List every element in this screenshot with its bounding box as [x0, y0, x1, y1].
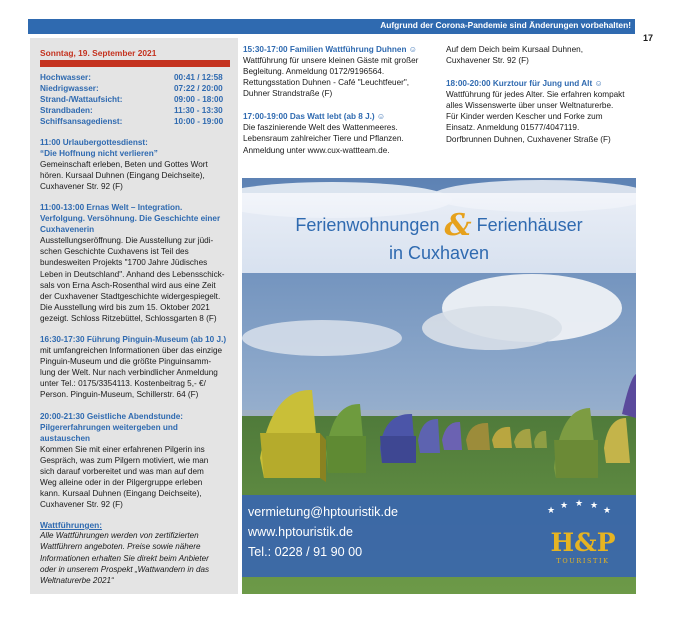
svg-text:★: ★ — [560, 500, 569, 510]
hp-touristik-logo — [544, 522, 622, 572]
top-notice-bar — [28, 19, 635, 34]
event-text: Lebensraum zahlreicher Tiere und Pflanzen. — [243, 134, 404, 144]
event-text: Duhner Strandstraße (F) — [243, 89, 333, 99]
ampersand-glyph: & — [444, 208, 472, 243]
events-column-2 — [243, 44, 431, 156]
event-title: 16:30-17:30 Führung Pinguin-Museum (ab 10 J.) — [40, 335, 227, 345]
event-text: Ausstellungseröffnung. Die Ausstellung zur jüdi- — [40, 236, 214, 246]
info-text: Informationen erhalten Sie direkt beim Anbieter — [40, 553, 209, 563]
logo-wordmark: H&P — [550, 528, 616, 557]
day-info-panel — [30, 38, 238, 594]
date-heading: Sonntag, 19. September 2021 — [40, 48, 157, 58]
event-continuation — [446, 44, 636, 66]
ad-email[interactable]: vermietung@hptouristik.de — [248, 505, 398, 519]
event-title: Verfolgung. Versöhnung. Die Geschichte einer — [40, 214, 221, 224]
event-text: Die Ausstellung wird bis zum 15. Oktober 2021 — [40, 302, 210, 312]
tide-row — [40, 116, 230, 127]
event-title: 11:00-13:00 Ernas Welt – Integration. — [40, 203, 183, 213]
event-text: Weg alleine oder in der Pilgergruppe erleben — [40, 477, 203, 487]
tide-value: 07:22 / 20:00 — [174, 84, 223, 93]
holiday-rental-ad — [242, 178, 636, 594]
event-title: 11:00 Urlaubergottesdienst: — [40, 138, 148, 147]
tide-label: Schiffsansagedienst: — [40, 117, 123, 126]
event-text: Wattführung für jedes Alter. Sie erfahren kompakt — [446, 90, 625, 100]
info-text: Wattführern angeboten. Preise sowie nähere — [40, 542, 201, 552]
page-number: 17 — [643, 33, 654, 43]
event-text: Auf dem Deich beim Kursaal Duhnen, — [446, 45, 583, 54]
tide-label: Niedrigwasser: — [40, 84, 99, 93]
ad-headline — [242, 208, 636, 243]
event-familien-watt — [243, 44, 431, 99]
tide-value: 00:41 / 12:58 — [174, 73, 223, 82]
event-text: sich darauf vorbereitet und was man auf dem — [40, 466, 204, 476]
svg-text:★: ★ — [547, 505, 556, 515]
tide-row — [40, 94, 230, 105]
tide-table — [40, 72, 230, 127]
tide-label: Strandbaden: — [40, 106, 93, 115]
headline-left: Ferienwohnungen — [295, 215, 440, 235]
event-kurztour — [446, 78, 636, 144]
event-text: bundesweiten Projekts "1700 Jahre Jüdisches — [40, 258, 208, 268]
event-text: Rettungsstation Duhnen - Café "Leuchtfeuer", — [243, 78, 410, 88]
event-text: hören. Kursaal Duhnen (Eingang Deichseite), — [40, 171, 205, 181]
event-text: der Cuxhavener Stadtgeschichte widergespiegelt. — [40, 291, 221, 301]
tide-value: 11:30 - 13:30 — [174, 106, 223, 115]
event-text: Person. Pinguin-Museum, Schillerstr. 64 (F) — [40, 390, 199, 400]
tide-row — [40, 72, 230, 83]
event-text: schen Geschichte Cuxhavens ist Teil des — [40, 247, 189, 257]
tide-value: 09:00 - 18:00 — [174, 95, 224, 104]
info-text: oder in unserem Prospekt „Wattwandern in das — [40, 564, 210, 574]
section-heading: Wattführungen: — [40, 520, 103, 531]
wattfuehrungen-info — [40, 520, 230, 586]
headline-right: Ferienhäuser — [476, 215, 583, 235]
event-title: 20:00-21:30 Geistliche Abendstunde: — [40, 411, 184, 421]
info-text: Alle Wattführungen werden von zertifizierten — [40, 531, 199, 541]
cloud — [422, 306, 562, 350]
event-text: lung der Welt. Nur nach verbindlicher Anmeldung — [40, 368, 218, 378]
info-text: Weltnaturerbe 2021“ — [40, 576, 114, 586]
tide-value: 10:00 - 19:00 — [174, 117, 224, 126]
event-title: Cuxhavenerin — [40, 225, 95, 235]
event-title: Pilgererfahrungen weitergeben und austauschen — [40, 422, 178, 443]
event-text: Leben in Deutschland". Anhand des Lebensschick- — [40, 269, 225, 279]
event-text: Cuxhavener Str. 92 (F) — [40, 499, 123, 509]
event-text: Cuxhavener Str. 92 (F) — [40, 182, 123, 192]
svg-text:★: ★ — [575, 498, 584, 508]
ad-headline-line2: in Cuxhaven — [388, 243, 490, 263]
event-text: Cuxhavener Str. 92 (F) — [446, 56, 529, 66]
event-ernas-welt — [40, 202, 230, 324]
event-text: mit umfangreichen Informationen über das einzige — [40, 346, 223, 356]
event-title: 17:00-19:00 Das Watt lebt (ab 8 J.) ☺ — [243, 112, 386, 122]
corona-notice: Aufgrund der Corona-Pandemie sind Änderungen vorbehalten! — [380, 20, 631, 30]
event-text: Dorfbrunnen Duhnen, Cuxhavener Straße (F) — [446, 134, 611, 144]
event-text: Für Kinder werden Kescher und Forke zum — [446, 112, 603, 122]
event-text: Gemeinschaft erleben, Beten und Gottes Wort — [40, 160, 208, 169]
event-text: Begleitung. Anmeldung 0172/9196564. — [243, 67, 385, 77]
tide-row — [40, 105, 230, 116]
event-text: alles Wissenswerte über unser Weltnaturerbe. — [446, 101, 614, 111]
tide-label: Hochwasser: — [40, 73, 91, 82]
date-rule — [40, 60, 230, 67]
event-text: Wattführung für unsere kleinen Gäste mit großer — [243, 56, 419, 65]
event-text: Gespräch, was zum Pilgern motiviert, wie man — [40, 455, 209, 465]
event-title: 18:00-20:00 Kurztour für Jung und Alt ☺ — [446, 79, 603, 89]
event-text: Kommen Sie mit einer erfahrenen Pilgerin ins — [40, 444, 205, 454]
event-text: Die faszinierende Welt des Wattenmeeres. — [243, 123, 398, 133]
event-pinguin-museum — [40, 334, 230, 400]
event-text: kann. Kursaal Duhnen (Eingang Deichseite), — [40, 488, 202, 498]
event-abendstunde — [40, 411, 230, 511]
tide-label: Strand-/Wattaufsicht: — [40, 95, 123, 104]
event-text: unter Tel.: 0175/3354113. Kostenbeitrag 5,- €/ — [40, 379, 206, 389]
event-text: Einsatz. Anmeldung 01577/4047119. — [446, 123, 580, 133]
svg-text:★: ★ — [603, 505, 612, 515]
event-title: “Die Hoffnung nicht verlieren” — [40, 149, 158, 158]
ad-website[interactable]: www.hptouristik.de — [248, 525, 353, 539]
event-text: Pinguin-Museum und die größte Pinguinsamm- — [40, 357, 212, 367]
event-service — [40, 137, 230, 192]
tide-row — [40, 83, 230, 94]
logo-subtitle: TOURISTIK — [556, 557, 610, 565]
event-watt-lebt — [243, 111, 431, 155]
event-text: sals von Erna Asch-Rosenthal wird aus eine Zeit — [40, 280, 216, 290]
event-text: Anmeldung unter www.cux-wattteam.de. — [243, 145, 390, 155]
event-title: 15:30-17:00 Familien Wattführung Duhnen ☺ — [243, 45, 418, 54]
svg-text:★: ★ — [590, 500, 599, 510]
event-text: gezeigt. Schloss Ritzebüttel, Schlossgarten 8 (F) — [40, 313, 217, 323]
events-column-3 — [446, 44, 636, 145]
cloud — [242, 320, 402, 356]
ad-phone: Tel.: 0228 / 91 90 00 — [248, 545, 363, 559]
